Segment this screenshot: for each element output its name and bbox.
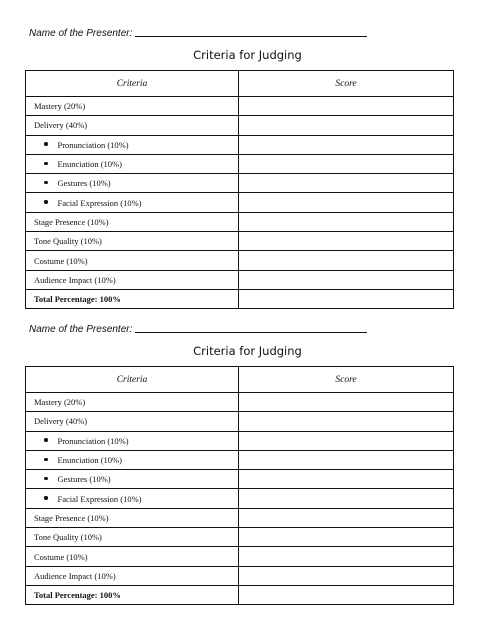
bullet-icon	[44, 142, 48, 146]
criteria-label: Stage Presence (10%)	[34, 512, 109, 523]
criteria-label: Stage Presence (10%)	[34, 216, 109, 227]
table-row	[26, 270, 454, 289]
criteria-label: Facial Expression (10%)	[57, 197, 142, 208]
criteria-table	[25, 366, 454, 605]
criteria-table	[25, 70, 454, 309]
table-row	[26, 174, 454, 193]
table-row	[26, 135, 454, 154]
criteria-cell	[26, 508, 239, 527]
score-cell[interactable]	[239, 431, 454, 450]
bullet-icon	[44, 458, 48, 462]
score-cell[interactable]	[239, 232, 454, 251]
criteria-label: Gestures (10%)	[57, 178, 111, 189]
form-title: Criteria for Judging	[193, 48, 302, 62]
presenter-name-label: Name of the Presenter:	[29, 324, 133, 335]
score-cell[interactable]	[239, 251, 454, 270]
score-cell[interactable]	[239, 154, 454, 173]
criteria-cell	[26, 154, 239, 173]
table-row	[26, 212, 454, 231]
criteria-cell	[26, 470, 239, 489]
score-cell[interactable]	[239, 135, 454, 154]
score-cell[interactable]	[239, 508, 454, 527]
score-cell[interactable]	[239, 566, 454, 585]
table-row	[26, 450, 454, 469]
criteria-label: Audience Impact (10%)	[34, 570, 116, 581]
criteria-cell	[26, 251, 239, 270]
presenter-name-line	[29, 323, 367, 335]
criteria-cell	[26, 212, 239, 231]
table-row	[26, 489, 454, 508]
score-cell[interactable]	[239, 97, 454, 116]
criteria-cell	[26, 528, 239, 547]
bullet-icon	[44, 181, 48, 185]
criteria-header: Criteria	[26, 367, 239, 393]
table-row	[26, 508, 454, 527]
presenter-name-field[interactable]	[135, 323, 367, 333]
criteria-label: Costume (10%)	[34, 255, 88, 266]
total-score-cell[interactable]	[239, 585, 454, 604]
criteria-label: Delivery (40%)	[34, 120, 88, 131]
criteria-label: Tone Quality (10%)	[34, 532, 102, 543]
presenter-name-label: Name of the Presenter:	[29, 28, 133, 39]
bullet-icon	[44, 477, 48, 481]
criteria-cell	[26, 450, 239, 469]
criteria-label: Pronunciation (10%)	[57, 435, 129, 446]
criteria-label: Delivery (40%)	[34, 416, 88, 427]
score-cell[interactable]	[239, 450, 454, 469]
score-header: Score	[239, 71, 454, 97]
presenter-name-field[interactable]	[135, 27, 367, 37]
criteria-cell	[26, 174, 239, 193]
score-header: Score	[239, 367, 454, 393]
score-cell[interactable]	[239, 470, 454, 489]
criteria-cell	[26, 193, 239, 212]
score-cell[interactable]	[239, 212, 454, 231]
bullet-icon	[44, 438, 48, 442]
score-cell[interactable]	[239, 489, 454, 508]
criteria-cell	[26, 116, 239, 135]
criteria-cell	[26, 489, 239, 508]
table-row	[26, 97, 454, 116]
table-row	[26, 470, 454, 489]
criteria-header: Criteria	[26, 71, 239, 97]
score-cell[interactable]	[239, 193, 454, 212]
total-label: Total Percentage: 100%	[26, 585, 239, 604]
presenter-name-line	[29, 27, 367, 39]
score-cell[interactable]	[239, 547, 454, 566]
score-cell[interactable]	[239, 412, 454, 431]
table-row	[26, 528, 454, 547]
criteria-label: Audience Impact (10%)	[34, 274, 116, 285]
score-cell[interactable]	[239, 270, 454, 289]
score-cell[interactable]	[239, 174, 454, 193]
table-row	[26, 412, 454, 431]
header-row	[26, 367, 454, 393]
criteria-cell	[26, 547, 239, 566]
total-score-cell[interactable]	[239, 289, 454, 308]
bullet-icon	[44, 162, 48, 166]
bullet-icon	[44, 200, 48, 204]
score-cell[interactable]	[239, 116, 454, 135]
table-row	[26, 154, 454, 173]
criteria-label: Enunciation (10%)	[57, 159, 122, 170]
table-row	[26, 566, 454, 585]
criteria-cell	[26, 135, 239, 154]
score-cell[interactable]	[239, 528, 454, 547]
criteria-cell	[26, 412, 239, 431]
criteria-cell	[26, 431, 239, 450]
table-row	[26, 393, 454, 412]
criteria-label: Mastery (20%)	[34, 397, 86, 408]
table-row	[26, 232, 454, 251]
criteria-cell	[26, 97, 239, 116]
total-label: Total Percentage: 100%	[26, 289, 239, 308]
table-row	[26, 193, 454, 212]
criteria-label: Facial Expression (10%)	[57, 493, 142, 504]
criteria-cell	[26, 270, 239, 289]
table-row	[26, 547, 454, 566]
criteria-cell	[26, 393, 239, 412]
total-row	[26, 289, 454, 308]
header-row	[26, 71, 454, 97]
bullet-icon	[44, 496, 48, 500]
table-row	[26, 431, 454, 450]
criteria-label: Gestures (10%)	[57, 474, 111, 485]
criteria-label: Pronunciation (10%)	[57, 139, 129, 150]
criteria-label: Mastery (20%)	[34, 101, 86, 112]
form-title: Criteria for Judging	[193, 344, 302, 358]
table-row	[26, 251, 454, 270]
criteria-cell	[26, 232, 239, 251]
criteria-label: Enunciation (10%)	[57, 455, 122, 466]
score-cell[interactable]	[239, 393, 454, 412]
criteria-cell	[26, 566, 239, 585]
total-row	[26, 585, 454, 604]
table-row	[26, 116, 454, 135]
criteria-label: Costume (10%)	[34, 551, 88, 562]
criteria-label: Tone Quality (10%)	[34, 236, 102, 247]
